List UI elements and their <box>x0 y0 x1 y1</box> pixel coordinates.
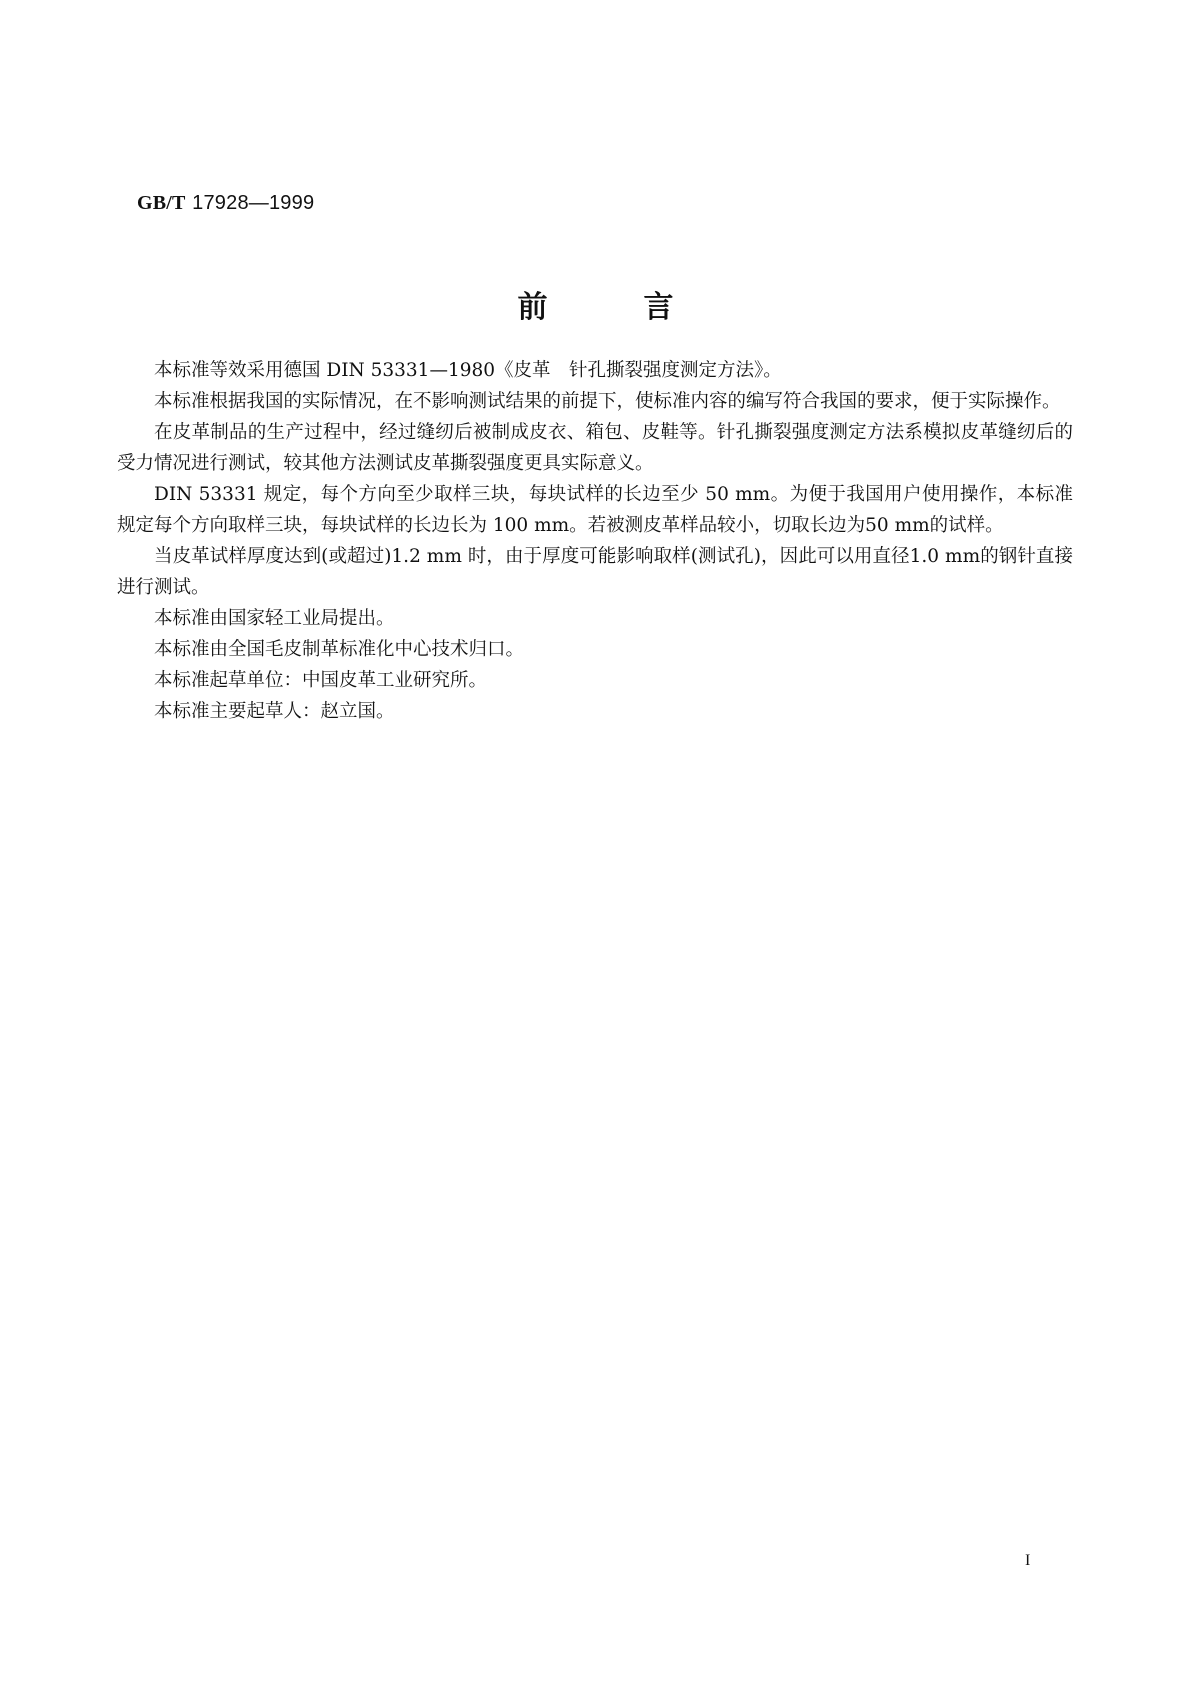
paragraph: 在皮革制品的生产过程中，经过缝纫后被制成皮衣、箱包、皮鞋等。针孔撕裂强度测定方法系模拟皮革缝纫后的受力情况进行测试，较其他方法测试皮革撕裂强度更具实际意义。 <box>117 422 1073 474</box>
paragraph: 本标准根据我国的实际情况，在不影响测试结果的前提下，使标准内容的编写符合我国的要求，便于实际操作。 <box>154 391 1061 412</box>
title-char-2: 言 <box>643 290 674 325</box>
standard-number <box>137 190 314 215</box>
paragraph: DIN 53331 规定，每个方向至少取样三块，每块试样的长边至少 50 mm。为便于我国用户使用操作，本标准规定每个方向取样三块，每块试样的长边长为 100 mm。若被测皮革样品较小，切取长边为50 mm的试样。 <box>117 484 1073 536</box>
paragraph: 本标准由国家轻工业局提出。 <box>154 608 395 629</box>
paragraph: 本标准主要起草人：赵立国。 <box>154 701 395 722</box>
paragraph: 本标准由全国毛皮制革标准化中心技术归口。 <box>154 639 525 660</box>
paragraph: 本标准等效采用德国 DIN 53331—1980《皮革 针孔撕裂强度测定方法》。 <box>154 360 782 381</box>
paragraph: 本标准起草单位：中国皮革工业研究所。 <box>154 670 488 691</box>
page-title <box>0 282 1191 326</box>
page-number: I <box>1025 1552 1031 1569</box>
foreword-body <box>117 355 1073 727</box>
title-char-1: 前 <box>517 290 548 325</box>
standard-prefix: GB/T <box>137 192 186 214</box>
standard-code: 17928—1999 <box>192 192 315 214</box>
paragraph: 当皮革试样厚度达到(或超过)1.2 mm 时，由于厚度可能影响取样(测试孔)，因此可以用直径1.0 mm的钢针直接进行测试。 <box>117 546 1073 598</box>
